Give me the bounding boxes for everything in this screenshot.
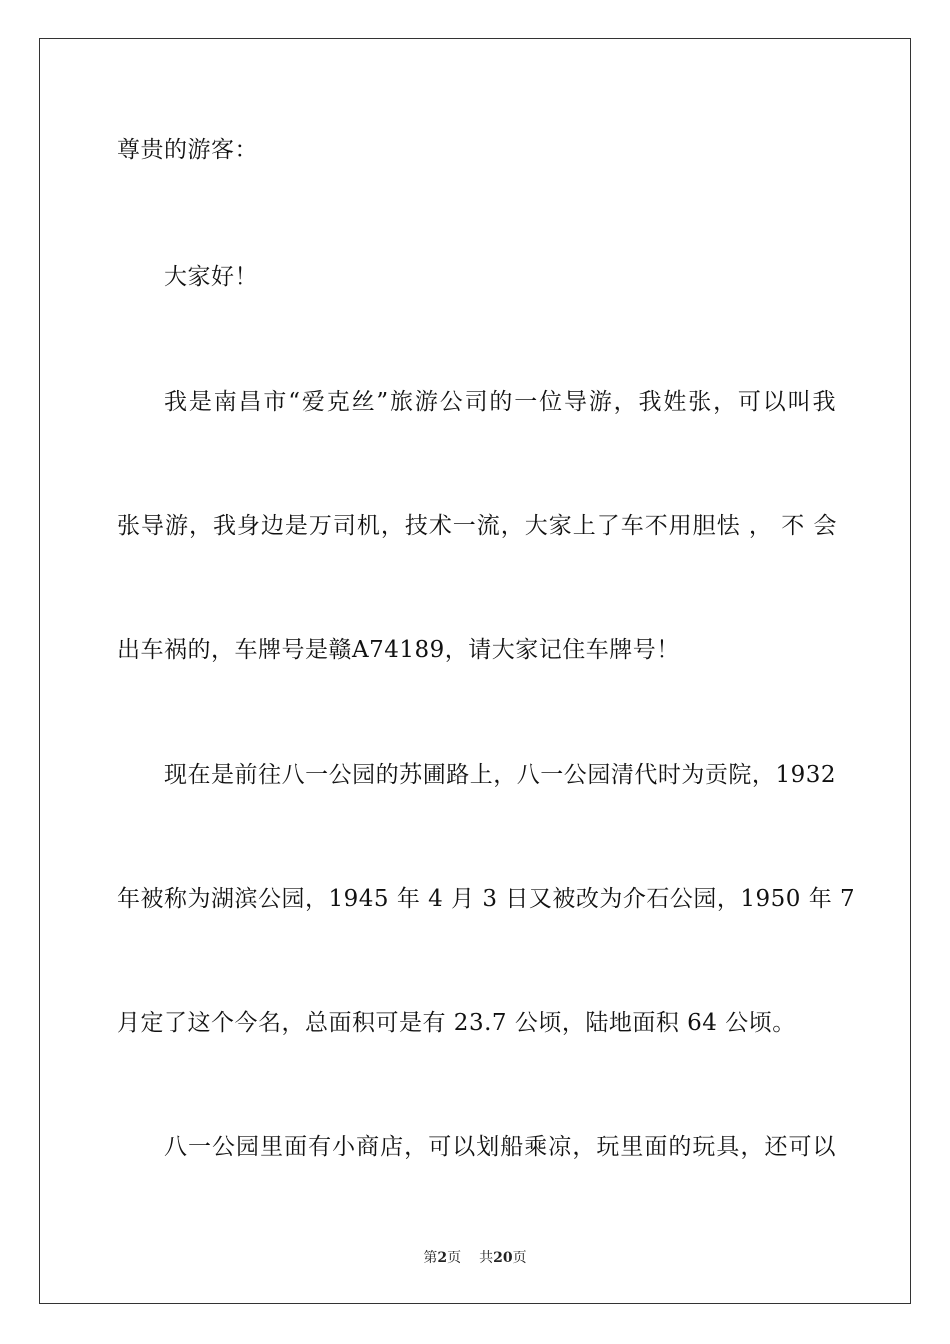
paragraph-2-line-1: 现在是前往八一公园的苏圃路上，八一公园清代时为贡院，1932 <box>164 762 836 788</box>
footer-total-prefix: 共 <box>479 1250 494 1266</box>
greeting-line: 大家好！ <box>164 264 258 290</box>
footer-page-suffix: 页 <box>447 1250 462 1266</box>
footer-page-prefix: 第 <box>423 1250 438 1266</box>
page-footer <box>0 1249 950 1267</box>
salutation-line: 尊贵的游客： <box>117 137 258 163</box>
paragraph-2-line-2: 年被称为湖滨公园，1945 年 4 月 3 日又被改为介石公园，1950 年 7 <box>117 886 856 912</box>
paragraph-2-line-3: 月定了这个今名，总面积可是有 23.7 公顷，陆地面积 64 公顷。 <box>117 1010 796 1036</box>
footer-page-number: 2 <box>437 1250 448 1266</box>
footer-total-pages: 20 <box>493 1250 513 1266</box>
footer-total-suffix: 页 <box>512 1250 527 1266</box>
paragraph-1-line-2: 张导游，我身边是万司机，技术一流，大家上了车不用胆怯 ， 不 会 <box>117 513 837 539</box>
paragraph-1-line-3: 出车祸的，车牌号是赣A74189，请大家记住车牌号！ <box>117 637 680 663</box>
page-border <box>39 38 911 1304</box>
paragraph-3-line-1: 八一公园里面有小商店，可以划船乘凉，玩里面的玩具，还可以 <box>164 1134 836 1160</box>
paragraph-1-line-1: 我是南昌市“爱克丝”旅游公司的一位导游，我姓张，可以叫我 <box>164 389 836 415</box>
